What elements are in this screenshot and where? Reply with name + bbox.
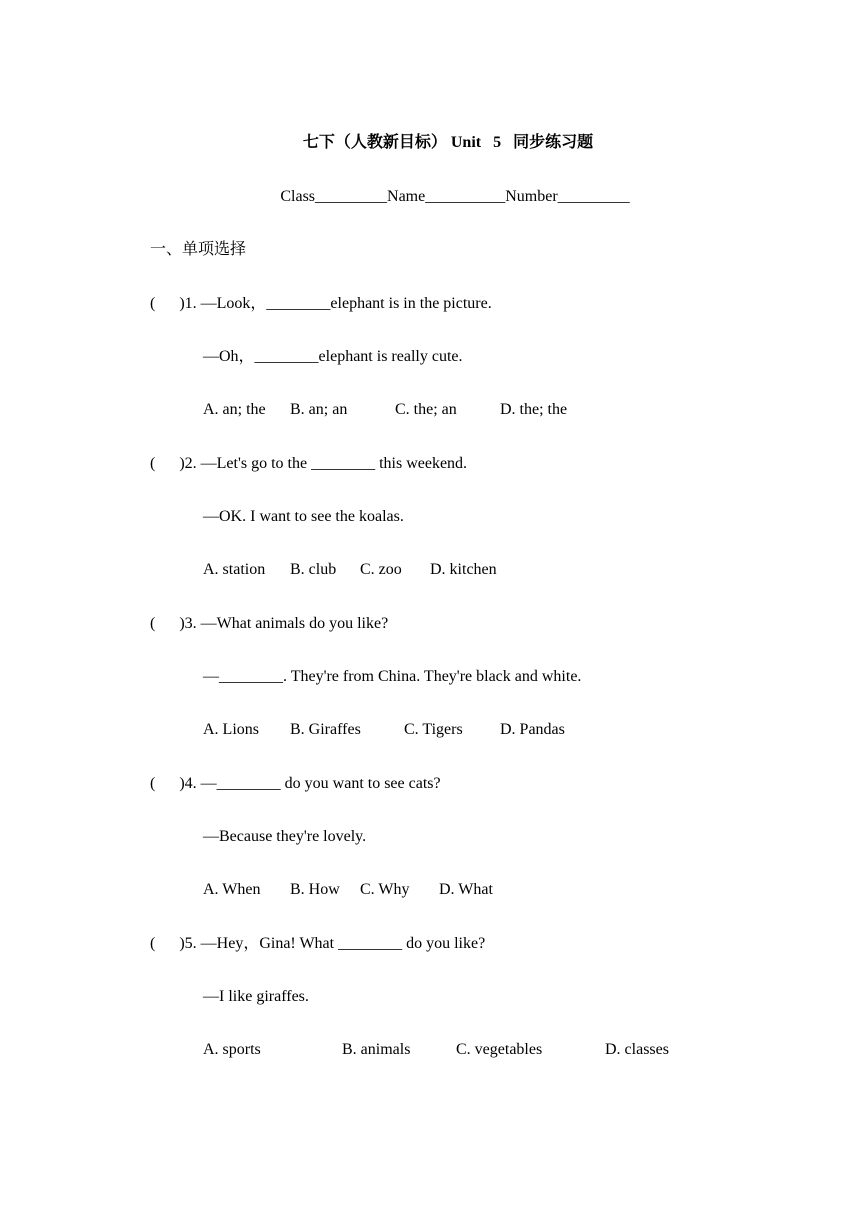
option-a: A. station — [203, 561, 266, 578]
option-c: C. the; an — [395, 401, 457, 418]
question-5-line2: —I like giraffes. — [203, 988, 309, 1005]
question-2-line2: —OK. I want to see the koalas. — [203, 508, 404, 525]
option-a: A. an; the — [203, 401, 266, 418]
question-5-stem: ( )5. —Hey，Gina! What ________ do you like? — [150, 935, 486, 952]
question-1-line2: —Oh，________elephant is really cute. — [203, 348, 463, 365]
option-b: B. How — [290, 881, 340, 898]
question-1-stem: ( )1. —Look，________elephant is in the picture. — [150, 295, 492, 312]
option-b: B. club — [290, 561, 337, 578]
option-d: D. Pandas — [500, 721, 565, 738]
option-c: C. Tigers — [404, 721, 463, 738]
option-d: D. kitchen — [430, 561, 497, 578]
option-c: C. Why — [360, 881, 410, 898]
option-d: D. What — [439, 881, 493, 898]
section-title: 一、单项选择 — [150, 241, 247, 258]
option-d: D. the; the — [500, 401, 568, 418]
option-a: A. When — [203, 881, 261, 898]
question-4-line2: —Because they're lovely. — [203, 828, 367, 845]
option-a: A. Lions — [203, 721, 259, 738]
option-d: D. classes — [605, 1041, 669, 1058]
question-2-stem: ( )2. —Let's go to the ________ this weekend. — [150, 455, 468, 472]
question-3-stem: ( )3. —What animals do you like? — [150, 615, 389, 632]
question-4-stem: ( )4. —________ do you want to see cats? — [150, 775, 441, 792]
option-a: A. sports — [203, 1041, 261, 1058]
question-3-line2: —________. They're from China. They're black and white. — [203, 668, 582, 685]
option-b: B. Giraffes — [290, 721, 361, 738]
option-b: B. an; an — [290, 401, 348, 418]
option-c: C. zoo — [360, 561, 402, 578]
option-b: B. animals — [342, 1041, 411, 1058]
page-title: 七下（人教新目标） Unit 5 同步练习题 — [302, 134, 594, 151]
student-info-fields: Class_________Name__________Number_________ — [280, 188, 630, 205]
option-c: C. vegetables — [456, 1041, 543, 1058]
